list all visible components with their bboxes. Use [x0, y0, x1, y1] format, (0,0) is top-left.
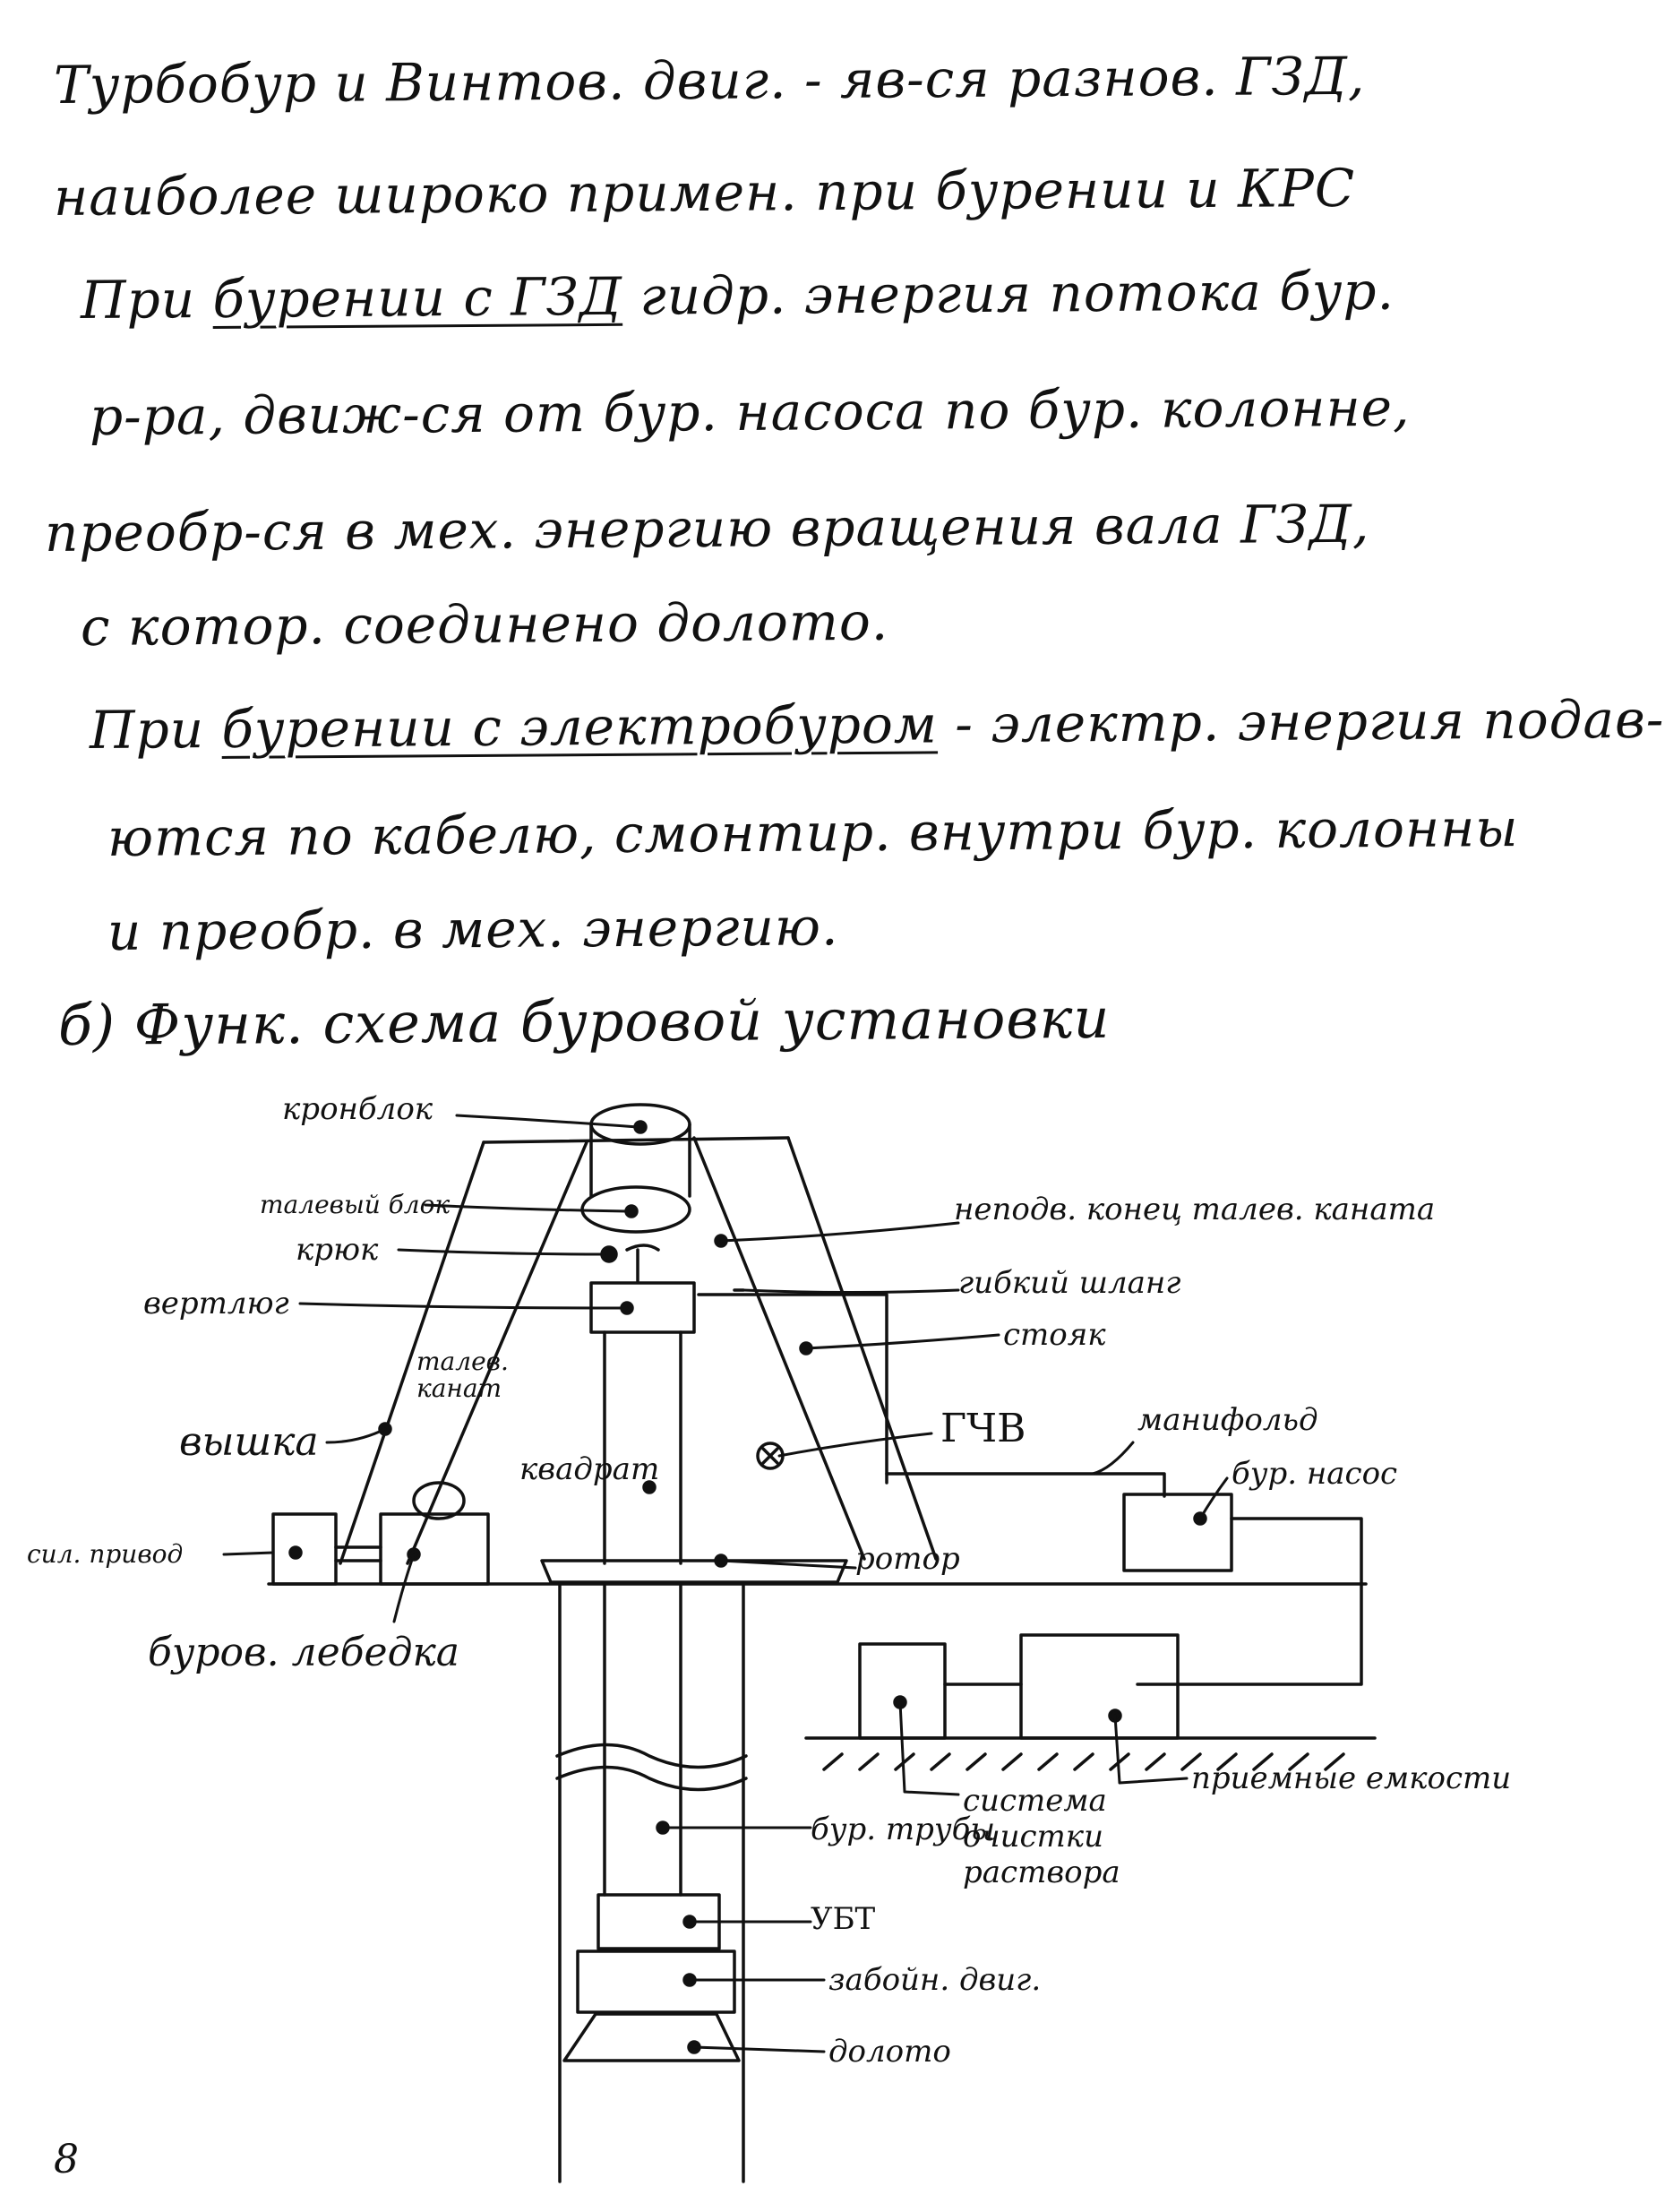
label-vertlyug: вертлюг	[143, 1286, 289, 1321]
label-burov-lebedka: буров. лебедка	[148, 1630, 459, 1675]
label-priemnye-emkosti: приемные емкости	[1191, 1760, 1512, 1796]
text-line-8: ются по кабелю, смонтир. внутри бур. колонны	[107, 797, 1519, 868]
text-line-6: с котор. соединено долото.	[80, 590, 889, 658]
text-line-7-a: При	[89, 698, 222, 761]
doloto-shape	[564, 2014, 739, 2061]
label-kvadrat: квадрат	[519, 1451, 660, 1487]
label-sil-privod: сил. привод	[27, 1539, 184, 1569]
label-manifold: манифольд	[1137, 1402, 1318, 1438]
label-kryuk: крюк	[296, 1232, 379, 1268]
label-doloto: долото	[828, 2034, 951, 2070]
label-ubt: УБТ	[811, 1901, 876, 1937]
label-vyshka: вышка	[179, 1419, 319, 1465]
label-zaboin-dvig: забойн. двиг.	[828, 1962, 1042, 1998]
label-nepodv-konets: неподв. конец талев. каната	[954, 1192, 1436, 1227]
text-line-4: р-ра, движ-ся от бур. насоса по бур. колонне,	[89, 376, 1411, 447]
text-line-3-a: При	[80, 268, 213, 331]
label-rotor: ротор	[855, 1541, 960, 1577]
kvadrat-shape	[605, 1332, 681, 1563]
lebedka-shape	[336, 1483, 488, 1584]
rotor-table-shape	[542, 1555, 846, 1582]
label-gchv: ГЧВ	[940, 1406, 1026, 1451]
text-line-7-b: - электр. энергия подав-	[937, 688, 1665, 755]
text-line-7-underlined: бурении с электробуром	[221, 693, 939, 760]
zaboin-dvig-shape	[578, 1951, 734, 2012]
label-talevyi-blok: талевый блок	[260, 1190, 451, 1219]
page-number: 8	[54, 2137, 79, 2182]
kronblok-shape	[591, 1105, 690, 1196]
label-bur-nasos: бур. насос	[1232, 1456, 1398, 1492]
text-line-2: наиболее широко примен. при бурении и КРС	[53, 157, 1356, 228]
sil-privod-shape	[273, 1514, 336, 1584]
label-stoyak: стояк	[1003, 1317, 1106, 1353]
tanks-shape	[806, 1635, 1375, 1769]
label-gibkii-shlang: гибкий шланг	[958, 1265, 1181, 1301]
text-line-3-underlined: бурении с ГЗД	[212, 265, 623, 330]
label-bur-truby: бур. трубы	[811, 1812, 996, 1847]
kryuk-shape	[602, 1245, 658, 1281]
text-line-3-b: гидр. энергия потока бур.	[622, 260, 1395, 327]
label-kronblok: кронблок	[282, 1091, 433, 1127]
bur-nasos-shape	[1124, 1494, 1361, 1684]
label-talev-kanat: талев. канат	[416, 1347, 509, 1403]
text-line-9: и преобр. в мех. энергию.	[107, 896, 839, 962]
wellbore-shape	[557, 1586, 746, 2182]
text-line-1: Турбобур и Винтов. двиг. - яв-ся разнов. ГЗД,	[53, 45, 1366, 116]
text-line-5: преобр-ся в мех. энергию вращения вала ГЗД,	[44, 493, 1370, 564]
section-heading: б) Функ. схема буровой установки	[57, 985, 1111, 1058]
manifold-shape	[887, 1474, 1164, 1496]
label-sistema-ochistki: система очистки раствора	[963, 1783, 1120, 1890]
